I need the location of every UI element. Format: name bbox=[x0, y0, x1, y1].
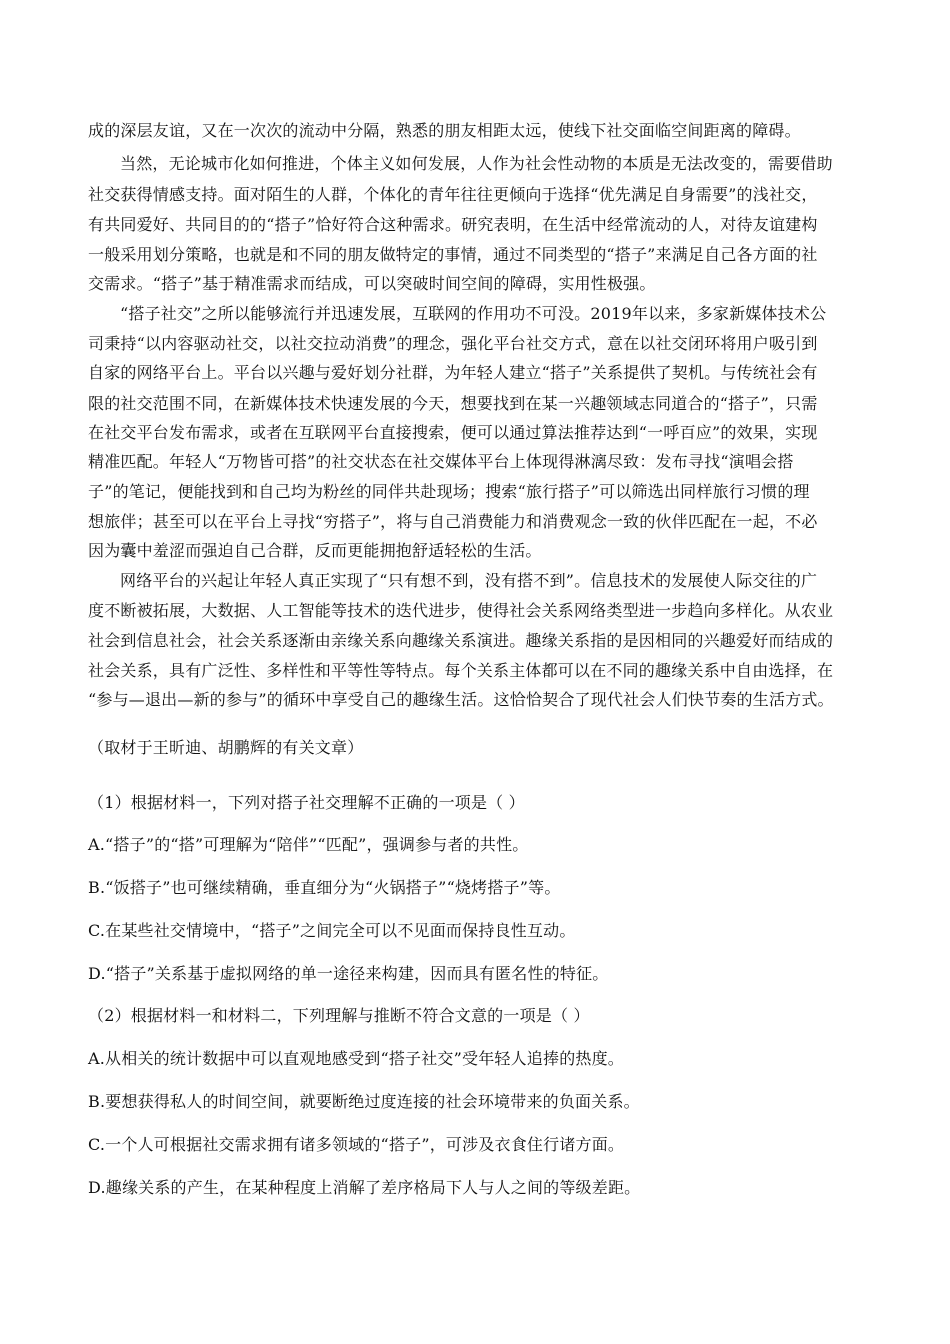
option-d: D.“搭子”关系基于虚拟网络的单一途径来构建，因而具有匿名性的特征。 bbox=[88, 964, 609, 983]
option-b: B.“饭搭子”也可继续精确，垂直细分为“火锅搭子”“烧烤搭子”等。 bbox=[88, 878, 561, 897]
option-a: A.从相关的统计数据中可以直观地感受到“搭子社交”受年轻人追捧的热度。 bbox=[88, 1049, 625, 1068]
passage-line: “参与—退出—新的参与”的循环中享受自己的趣缘生活。这恰恰契合了现代社会人们快节奏的生活方式。 bbox=[88, 690, 834, 709]
passage-line: 网络平台的兴起让年轻人真正实现了“只有想不到，没有搭不到”。信息技术的发展使人际交往的广 bbox=[120, 571, 818, 590]
passage-line: 当然，无论城市化如何推进，个体主义如何发展，人作为社会性动物的本质是无法改变的，需要借助 bbox=[120, 154, 833, 173]
passage-line: 司秉持“以内容驱动社交，以社交拉动消费”的理念，强化平台社交方式，意在以社交闭环将用户吸引到 bbox=[88, 334, 818, 353]
passage-line: 因为囊中羞涩而强迫自己合群，反而更能拥抱舒适轻松的生活。 bbox=[88, 541, 542, 560]
passage-line: 成的深层友谊，又在一次次的流动中分隔，熟悉的朋友相距太远，使线下社交面临空间距离的障碍。 bbox=[88, 121, 801, 140]
passage-line: 社交获得情感支持。面对陌生的人群，个体化的青年往往更倾向于选择“优先满足自身需要”的浅社交， bbox=[88, 185, 818, 204]
passage-line: 社会到信息社会，社会关系逐渐由亲缘关系向趣缘关系演进。趣缘关系指的是因相同的兴趣爱好而结成的 bbox=[88, 631, 834, 650]
option-c: C.一个人可根据社交需求拥有诸多领域的“搭子”，可涉及衣食住行诸方面。 bbox=[88, 1135, 625, 1154]
passage-line: “搭子社交”之所以能够流行并迅速发展，互联网的作用功不可没。2019年以来，多家新媒体技术公 bbox=[120, 304, 827, 323]
passage-line: 一般采用划分策略，也就是和不同的朋友做特定的事情，通过不同类型的“搭子”来满足自己各方面的社 bbox=[88, 245, 818, 264]
passage-line: 自家的网络平台上。平台以兴趣与爱好划分社群，为年轻人建立“搭子”关系提供了契机。与传统社会有 bbox=[88, 363, 818, 382]
passage-line: 交需求。“搭子”基于精准需求而结成，可以突破时间空间的障碍，实用性极强。 bbox=[88, 274, 656, 293]
passage-line: 限的社交范围不同，在新媒体技术快速发展的今天，想要找到在某一兴趣领域志同道合的“搭子”，只需 bbox=[88, 394, 818, 413]
source-citation: （取材于王昕迪、胡鹏辉的有关文章） bbox=[88, 738, 364, 757]
passage-line: 社会关系，具有广泛性、多样性和平等性等特点。每个关系主体都可以在不同的趣缘关系中自由选择，在 bbox=[88, 661, 834, 680]
passage-line: 在社交平台发布需求，或者在互联网平台直接搜索，便可以通过算法推荐达到“一呼百应”的效果，实现 bbox=[88, 423, 818, 442]
option-c: C.在某些社交情境中，“搭子”之间完全可以不见面而保持良性互动。 bbox=[88, 921, 576, 940]
passage-line: 精准匹配。年轻人“万物皆可搭”的社交状态在社交媒体平台上体现得淋漓尽致：发布寻找“演唱会搭 bbox=[88, 452, 794, 471]
passage-line: 有共同爱好、共同目的的“搭子”恰好符合这种需求。研究表明，在生活中经常流动的人，对待友谊建构 bbox=[88, 215, 818, 234]
option-d: D.趣缘关系的产生，在某种程度上消解了差序格局下人与人之间的等级差距。 bbox=[88, 1178, 641, 1197]
question-stem: （2）根据材料一和材料二，下列理解与推断不符合文意的一项是（ ） bbox=[88, 1006, 590, 1025]
option-a: A.“搭子”的“搭”可理解为“陪伴”“匹配”，强调参与者的共性。 bbox=[88, 835, 529, 854]
passage-line: 子”的笔记，便能找到和自己均为粉丝的同伴共赴现场；搜索“旅行搭子”可以筛选出同样旅行习惯的理 bbox=[88, 482, 810, 501]
question-stem: （1）根据材料一，下列对搭子社交理解不正确的一项是（ ） bbox=[88, 793, 525, 812]
passage-line: 想旅伴；甚至可以在平台上寻找“穷搭子”，将与自己消费能力和消费观念一致的伙伴匹配在一起，不必 bbox=[88, 512, 818, 531]
passage-line: 度不断被拓展，大数据、人工智能等技术的迭代进步，使得社会关系网络类型进一步趋向多样化。从农业 bbox=[88, 601, 834, 620]
option-b: B.要想获得私人的时间空间，就要断绝过度连接的社会环境带来的负面关系。 bbox=[88, 1092, 640, 1111]
